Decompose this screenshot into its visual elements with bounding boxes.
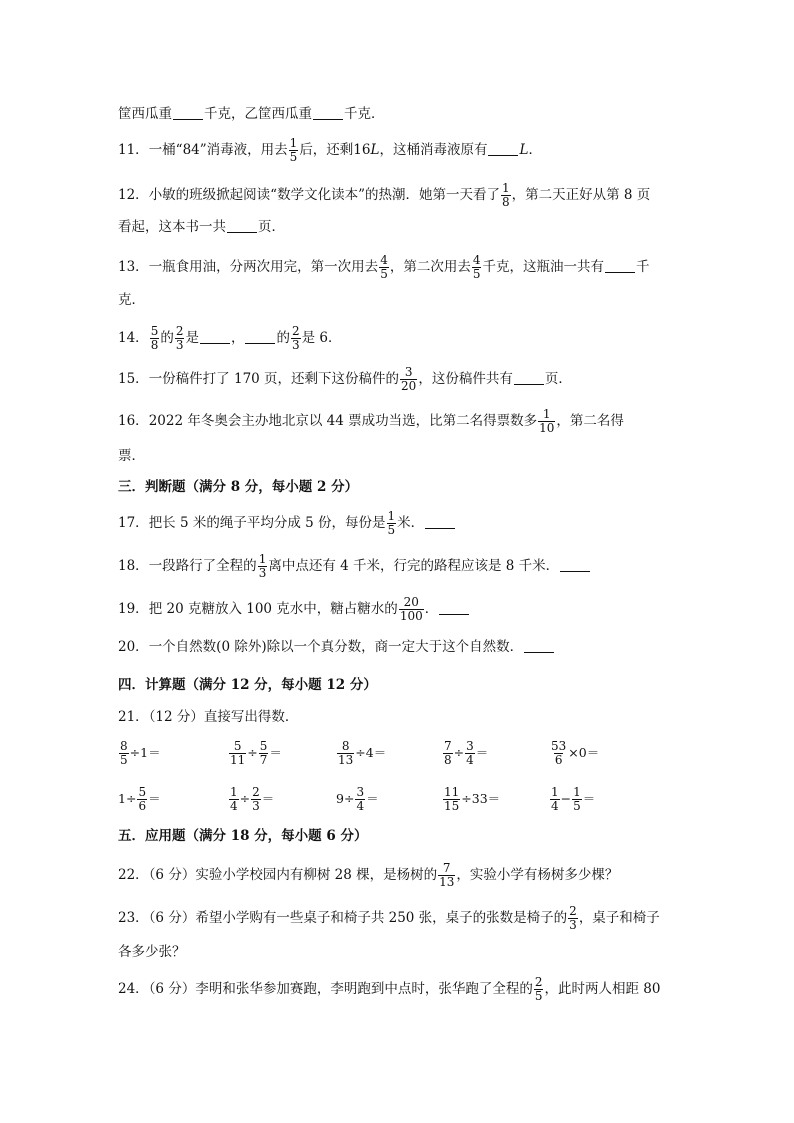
question-text: 小敏的班级掀起阅读“数学文化读本”的热潮．她第一天看了 [148,187,500,203]
question-13-cont [118,290,145,310]
question-number: 18． [118,558,149,574]
question-number: 17． [118,515,149,531]
question-text: ，这桶消毒液原有 [379,142,488,158]
question-text: 离中点还有 4 千米，行完的路程应该是 8 千米． [268,558,560,574]
question-number: 11． [118,142,149,158]
question-24 [118,976,660,1003]
question-text: ，第二名得 [556,413,624,429]
calc-item: $\frac{8}{13}$ ÷4＝ [338,739,387,767]
question-19 [118,596,470,623]
answer-blank[interactable] [560,557,590,572]
question-number: 15． [118,371,149,387]
question-15 [118,366,572,393]
question-text: 的 [276,330,290,346]
answer-blank[interactable] [514,370,544,385]
question-number: 24． [118,981,149,997]
question-number: 22． [118,867,149,883]
question-text: ，实验小学有杨树多少棵？ [456,867,619,883]
calc-item: $\frac{1}{4}$ ÷ $\frac{2}{3}$ ＝ [230,785,275,813]
answer-blank[interactable] [173,105,203,120]
fraction: $\frac{1}{5}$ [289,136,298,164]
question-text: 一段路行了全程的 [148,558,257,574]
fraction: $\frac{3}{20}$ [401,365,417,393]
question-13 [118,254,649,281]
answer-blank[interactable] [425,514,455,529]
question-text: ， [230,330,245,346]
question-text: 米． [397,515,425,531]
question-number: 14． [118,330,149,346]
question-18 [118,553,591,580]
question-number: 19． [118,601,149,617]
fraction: $\frac{2}{3}$ [291,324,300,352]
calc-item: 9÷ $\frac{3}{4}$ ＝ [336,785,379,813]
question-text: 页． [544,371,572,387]
question-text: 千 [635,259,650,275]
fraction: $\frac{2}{3}$ [175,324,184,352]
fraction: $\frac{1}{3}$ [258,552,267,580]
question-23-cont [118,942,186,962]
fraction: $\frac{2}{5}$ [534,975,543,1003]
question-12 [118,182,650,209]
question-12-cont [118,217,285,237]
question-17 [118,510,456,537]
question-text: 把长 5 米的绳子平均分成 5 份，每份是 [148,515,386,531]
fraction: $\frac{20}{100}$ [399,595,423,623]
q10-text: 筐西瓜重 [118,106,172,122]
answer-blank[interactable] [245,329,275,344]
question-text: 看起，这本书一共 [118,219,226,235]
calc-item: $\frac{11}{15}$ ÷33＝ [444,785,501,813]
question-21 [118,707,298,727]
answer-blank[interactable] [605,258,635,273]
question-text: （6 分）希望小学购有一些桌子和椅子共 250 张，桌子的张数是椅子的 [148,910,568,926]
answer-blank[interactable] [227,218,257,233]
question-text: 把 20 克糖放入 100 克水中，糖占糖水的 [148,601,398,617]
fraction: $\frac{5}{8}$ [150,324,159,352]
question-text: （12 分）直接写出得数． [148,709,299,725]
answer-blank[interactable] [488,141,518,156]
question-text: （6 分）李明和张华参加赛跑，李明跑到中点时，张华跑了全程的 [148,981,533,997]
calc-item: 1÷ $\frac{5}{6}$ ＝ [118,785,161,813]
fraction: $\frac{1}{8}$ [502,181,510,209]
fraction: $\frac{1}{10}$ [539,407,555,435]
question-text: ，桌子和椅子 [578,910,660,926]
calc-item: $\frac{5}{11}$ ÷ $\frac{5}{7}$ ＝ [230,739,282,767]
fraction: $\frac{4}{5}$ [472,253,481,281]
question-text: 的 [160,330,174,346]
question-text: 一个自然数(0 除外)除以一个真分数，商一定大于这个自然数． [148,639,524,655]
calc-item: $\frac{1}{4}$ − $\frac{1}{5}$ ＝ [551,785,596,813]
fraction: $\frac{2}{3}$ [569,904,577,932]
question-text: 千克，这瓶油一共有 [482,259,604,275]
answer-blank[interactable] [200,329,230,344]
question-text: ，第二天正好从第 8 页 [511,187,651,203]
question-text: ，此时两人相距 80 [544,981,661,997]
question-text: 各多少张？ [118,944,186,960]
question-number: 12． [118,187,149,203]
question-text: 页． [258,219,285,235]
question-text: （6 分）实验小学校园内有柳树 28 棵，是杨树的 [148,867,438,883]
question-text: ． [424,601,439,617]
question-text: ． [528,142,542,158]
question-number: 20． [118,639,149,655]
q10-text: 千克． [344,106,385,122]
question-number: 23． [118,910,149,926]
question-23 [118,905,660,932]
q10-line [118,104,385,124]
section-heading: 四．计算题（满分 12 分，每小题 12 分） [118,677,377,693]
answer-blank[interactable] [313,105,343,120]
question-text: 2022 年冬奥会主办地北京以 44 票成功当选，比第二名得票数多 [148,413,538,429]
question-16-cont [118,446,145,466]
question-text: 一瓶食用油，分两次用完，第一次用去 [148,259,379,275]
answer-blank[interactable] [439,600,469,615]
section-heading: 五．应用题（满分 18 分，每小题 6 分） [118,828,368,844]
calc-item: $\frac{7}{8}$ ÷ $\frac{3}{4}$ ＝ [444,739,489,767]
section-heading: 三．判断题（满分 8 分，每小题 2 分） [118,479,359,495]
question-16 [118,408,624,435]
fraction: $\frac{1}{5}$ [387,509,396,537]
question-text: 是 6． [301,330,342,346]
question-20 [118,637,555,657]
question-14 [118,325,342,352]
fraction: $\frac{7}{13}$ [439,861,455,889]
question-text: 一份稿件打了 170 页，还剩下这份稿件的 [148,371,400,387]
question-text: 克． [118,292,145,308]
question-text: 一桶“84”消毒液，用去 [148,142,288,158]
question-number: 16． [118,413,149,429]
question-text: 后，还剩16 [299,142,371,158]
calc-item: $\frac{53}{6}$ ×0＝ [551,739,600,767]
unit-symbol: L [519,142,529,158]
question-number: 21． [118,709,149,725]
question-text: ，第二次用去 [389,259,471,275]
question-22 [118,862,618,889]
calc-item: $\frac{8}{5}$ ÷1＝ [120,739,161,767]
unit-symbol: L [370,142,380,158]
question-text: 是 [185,330,199,346]
question-text: 票． [118,448,145,464]
question-text: ，这份稿件共有 [418,371,513,387]
question-number: 13． [118,259,149,275]
q10-text: 千克，乙筐西瓜重 [204,106,312,122]
fraction: $\frac{4}{5}$ [380,253,388,281]
question-11 [118,137,542,164]
answer-blank[interactable] [524,638,554,653]
